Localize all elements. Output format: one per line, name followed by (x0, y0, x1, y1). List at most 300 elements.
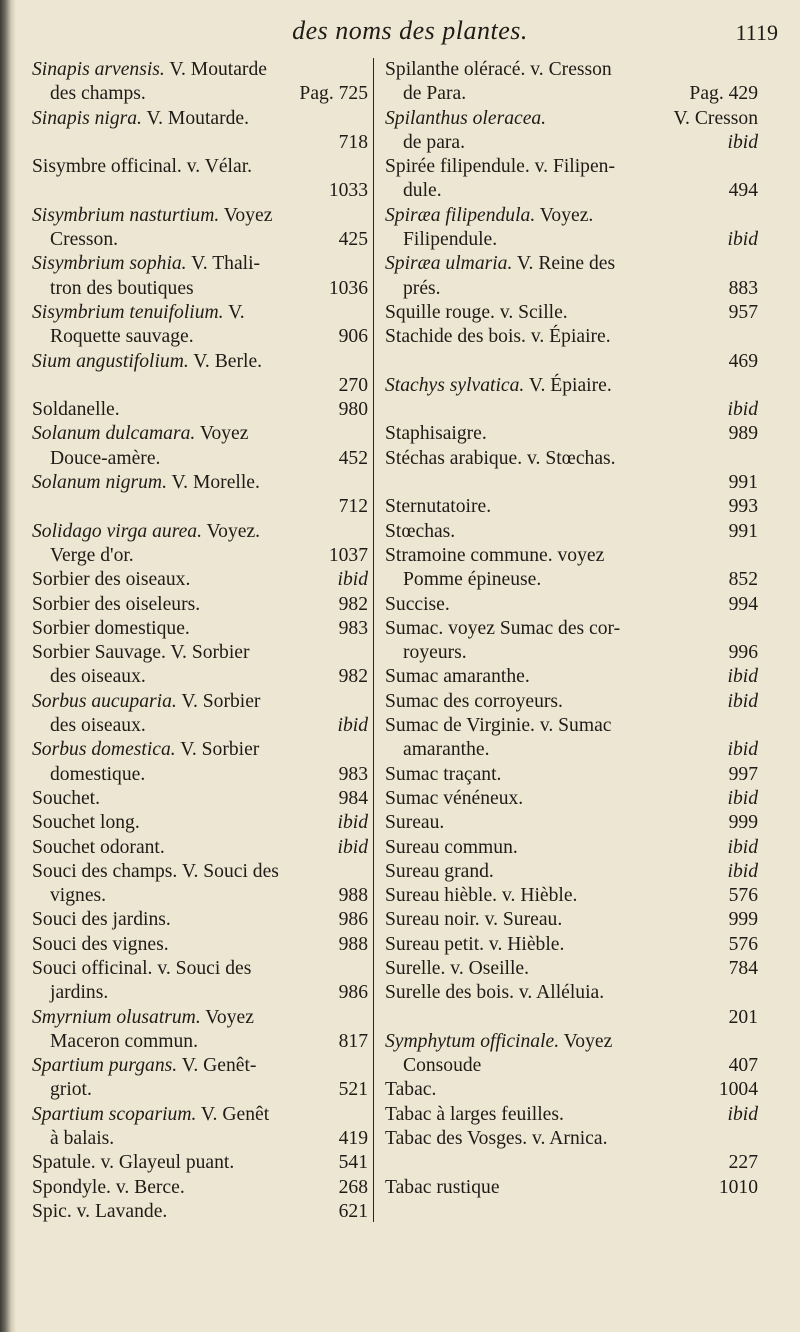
entry-continuation (385, 641, 758, 665)
entry-line (32, 1151, 368, 1175)
index-entry (32, 836, 368, 860)
entry-continuation (32, 325, 368, 349)
entry-continuation (32, 277, 368, 301)
index-entry (32, 1054, 368, 1103)
entry-page-ref: ibid (337, 569, 368, 591)
index-entry (32, 690, 368, 739)
entry-crossref: v. Hièble. (484, 933, 565, 955)
entry-continuation (385, 471, 758, 495)
entry-crossref: v. Filipen- (529, 156, 615, 178)
entry-line (385, 374, 758, 398)
entry-line (385, 811, 758, 835)
entry-line (32, 690, 368, 714)
entry-line (385, 252, 758, 276)
entry-term: vignes. (50, 885, 107, 907)
entry-term: Solanum dulcamara. (32, 423, 196, 445)
entry-line (32, 155, 368, 179)
index-entry (32, 301, 368, 350)
entry-crossref: v. Sureau. (479, 909, 563, 931)
entry-term: Stramoine commune. (385, 544, 553, 566)
entry-crossref: V. Épiaire. (524, 374, 612, 396)
index-entry (385, 447, 758, 496)
entry-page-ref: 270 (338, 374, 368, 396)
entry-page-ref: 983 (338, 617, 368, 639)
page-header (30, 16, 790, 50)
entry-term: Roquette sauvage. (50, 326, 194, 348)
entry-continuation (385, 131, 758, 155)
entry-term: Sumac de Virginie. (385, 715, 535, 737)
entry-term: Solanum nigrum. (32, 472, 167, 494)
entry-page-ref: ibid (727, 666, 758, 688)
entry-line (385, 107, 758, 131)
index-entry (385, 690, 758, 714)
entry-page-ref: 227 (728, 1152, 758, 1174)
entry-crossref: v. Oseille. (445, 957, 530, 979)
entry-crossref: v. Épiaire. (525, 326, 611, 348)
entry-crossref: v. Arnica. (527, 1128, 608, 1150)
entry-crossref: voyez Sumac des cor- (443, 617, 621, 639)
entry-line (32, 738, 368, 762)
entry-term: griot. (50, 1079, 92, 1101)
entry-page-ref: 988 (338, 885, 368, 907)
entry-term: Tabac à larges feuilles. (385, 1103, 564, 1125)
entry-line (32, 1103, 368, 1127)
entry-term: Surelle. (385, 957, 446, 979)
entry-line (32, 422, 368, 446)
entry-term: Smyrnium olusatrum. (32, 1006, 201, 1028)
entry-page-ref: 991 (728, 520, 758, 542)
index-entry (385, 957, 758, 981)
entry-term: Succise. (385, 593, 450, 615)
entry-term: Spiræa ulmaria. (385, 253, 513, 275)
entry-term: royeurs. (403, 642, 467, 664)
entry-line (385, 520, 758, 544)
entry-page-ref: 988 (338, 933, 368, 955)
entry-line (32, 1200, 368, 1224)
entry-page-ref: 1010 (718, 1176, 758, 1198)
entry-page-ref: 1004 (718, 1079, 758, 1101)
entry-page-ref: 452 (338, 447, 368, 469)
entry-term: Pomme épineuse. (403, 569, 542, 591)
index-entry (385, 1103, 758, 1127)
entry-term: Souci des vignes. (32, 933, 169, 955)
entry-line (385, 422, 758, 446)
index-entry (385, 1030, 758, 1079)
entry-continuation (32, 374, 368, 398)
index-entry (32, 1176, 368, 1200)
entry-page-ref: 991 (728, 472, 758, 494)
entry-continuation (32, 544, 368, 568)
entry-line (385, 957, 758, 981)
entry-continuation (32, 1030, 368, 1054)
entry-term: Stéchas arabique. (385, 447, 523, 469)
entry-line (385, 1127, 758, 1151)
entry-page-ref: 984 (338, 787, 368, 809)
entry-continuation (385, 1054, 758, 1078)
index-entry (32, 1200, 368, 1224)
entry-term: prés. (403, 277, 441, 299)
index-entry (385, 301, 758, 325)
entry-page-ref: 621 (338, 1200, 368, 1222)
entry-crossref: V. Morelle. (167, 472, 260, 494)
entry-page-ref: 425 (338, 229, 368, 251)
entry-line (32, 204, 368, 228)
entry-crossref: V. Sorbier (165, 642, 250, 664)
entry-term: Maceron commun. (50, 1030, 198, 1052)
entry-line (32, 1176, 368, 1200)
entry-page-ref: 982 (338, 593, 368, 615)
entry-crossref: V. Sorbier (175, 739, 260, 761)
entry-page-ref: ibid (727, 836, 758, 858)
index-entry (32, 58, 368, 107)
entry-continuation (32, 447, 368, 471)
entry-term: Sureau hièble. (385, 885, 498, 907)
entry-term: Sorbier domestique. (32, 617, 190, 639)
entry-page-ref: 980 (338, 399, 368, 421)
entry-line (385, 155, 758, 179)
entry-line (32, 908, 368, 932)
entry-term: jardins. (50, 982, 109, 1004)
index-entry (385, 1127, 758, 1176)
entry-term: Sorbier Sauvage. (32, 642, 166, 664)
entry-line (32, 471, 368, 495)
index-entry (385, 933, 758, 957)
index-entry (32, 1151, 368, 1175)
entry-crossref: v. Berce. (110, 1176, 185, 1198)
entry-page-ref: 201 (728, 1006, 758, 1028)
entry-crossref: V. Berle. (188, 350, 263, 372)
index-entry (385, 617, 758, 666)
index-entry (385, 325, 758, 374)
entry-page-ref: 883 (728, 277, 758, 299)
entry-term: Sorbus domestica. (32, 739, 176, 761)
entry-term: domestique. (50, 763, 146, 785)
entry-term: Sorbier des oiseleurs. (32, 593, 201, 615)
entry-page-ref: 817 (338, 1030, 368, 1052)
entry-line (32, 398, 368, 422)
entry-line (32, 568, 368, 592)
entry-page-ref: 1037 (328, 544, 368, 566)
entry-term: Souchet odorant. (32, 836, 165, 858)
index-entry (32, 593, 368, 617)
entry-term: Douce-amère. (50, 447, 161, 469)
entry-crossref: v. Stœchas. (522, 447, 616, 469)
index-entry (32, 568, 368, 592)
entry-crossref: V. Moutarde. (141, 107, 250, 129)
entry-crossref: V. Genêt (196, 1103, 270, 1125)
entry-line (385, 447, 758, 471)
entry-term: Sumac amaranthe. (385, 666, 530, 688)
column-divider (373, 58, 374, 1222)
entry-term: Sureau grand. (385, 860, 494, 882)
index-entry (385, 1078, 758, 1102)
entry-term: Soldanelle. (32, 399, 120, 421)
entry-page-ref: 906 (338, 326, 368, 348)
index-entry (385, 422, 758, 446)
index-entry (385, 1176, 758, 1200)
entry-line (32, 252, 368, 276)
entry-page-ref: ibid (727, 690, 758, 712)
entry-continuation (385, 179, 758, 203)
index-entry (385, 204, 758, 253)
entry-line (32, 860, 368, 884)
index-entry (385, 495, 758, 519)
entry-term: Surelle des bois. (385, 982, 514, 1004)
entry-page-ref: 996 (728, 642, 758, 664)
entry-page-ref: ibid (337, 715, 368, 737)
entry-page-ref: 718 (338, 131, 368, 153)
entry-page-ref: 999 (728, 812, 758, 834)
entry-term: dule. (403, 180, 442, 202)
entry-line (385, 1176, 758, 1200)
entry-term: Sureau. (385, 812, 445, 834)
entry-crossref: V. (223, 301, 245, 323)
entry-term: Sisymbrium nasturtium. (32, 204, 220, 226)
entry-continuation (32, 228, 368, 252)
entry-crossref: v. Alléluia. (513, 982, 605, 1004)
entry-page-ref: 983 (338, 763, 368, 785)
entry-page-ref: Pag. 725 (299, 83, 368, 105)
entry-term: Sisymbre officinal. (32, 156, 182, 178)
entry-crossref: v. Lavande. (71, 1200, 168, 1222)
index-entry (32, 471, 368, 520)
entry-term: Tabac des Vosges. (385, 1128, 528, 1150)
index-column-left (32, 58, 368, 1224)
entry-crossref: V. Reine des (512, 253, 616, 275)
entry-term: Stachide des bois. (385, 326, 526, 348)
entry-line (385, 617, 758, 641)
entry-page-ref: 989 (728, 423, 758, 445)
index-entry (32, 398, 368, 422)
entry-term: Spilanthe oléracé. (385, 59, 526, 80)
entry-line (32, 58, 368, 82)
entry-term: Sorbus aucuparia. (32, 690, 177, 712)
entry-line (385, 836, 758, 860)
entry-continuation (32, 981, 368, 1005)
entry-term: Spiræa filipendula. (385, 204, 536, 226)
index-entry (32, 738, 368, 787)
entry-term: Sumac vénéneux. (385, 787, 524, 809)
entry-crossref: voyez (552, 544, 605, 566)
entry-crossref: v. Scille. (494, 301, 568, 323)
entry-crossref: Voyez (559, 1030, 613, 1052)
entry-line (32, 933, 368, 957)
entry-line (385, 495, 758, 519)
entry-crossref: Voyez (200, 1006, 254, 1028)
entry-term: Souchet long. (32, 812, 140, 834)
entry-term: Squille rouge. (385, 301, 495, 323)
entry-term: Sisymbrium sophia. (32, 253, 187, 275)
entry-line (385, 860, 758, 884)
index-entry (385, 787, 758, 811)
running-title: des noms des plantes. (292, 16, 528, 45)
entry-line (32, 1054, 368, 1078)
entry-continuation (385, 1151, 758, 1175)
entry-line (385, 1078, 758, 1102)
entry-page-ref: 576 (728, 885, 758, 907)
entry-continuation (32, 1078, 368, 1102)
entry-crossref: Voyez (195, 423, 249, 445)
entry-line (385, 593, 758, 617)
entry-term: Souci des jardins. (32, 909, 171, 931)
entry-page-ref: 999 (728, 909, 758, 931)
index-entry (385, 374, 758, 423)
entry-term: Souci officinal. (32, 957, 153, 979)
entry-page-ref: 494 (728, 180, 758, 202)
entry-line (385, 908, 758, 932)
entry-continuation (385, 277, 758, 301)
entry-term: Souchet. (32, 787, 101, 809)
entry-term: Sium angustifolium. (32, 350, 189, 372)
index-entry (385, 107, 758, 156)
entry-line (385, 690, 758, 714)
entry-crossref: v. Cresson (525, 59, 612, 80)
entry-continuation (32, 884, 368, 908)
entry-page-ref: ibid (727, 787, 758, 809)
entry-line (32, 107, 368, 131)
index-entry (32, 1103, 368, 1152)
entry-term: Spilanthus oleracea. (385, 107, 547, 129)
entry-term: amaranthe. (403, 739, 490, 761)
entry-line (385, 1103, 758, 1127)
entry-line (32, 520, 368, 544)
entry-line (385, 981, 758, 1005)
page-edge (0, 0, 16, 1332)
index-entry (32, 1006, 368, 1055)
entry-page-ref: 419 (338, 1128, 368, 1150)
entry-page-ref: 521 (338, 1079, 368, 1101)
entry-term: des oiseaux. (50, 715, 146, 737)
entry-line (385, 884, 758, 908)
entry-term: Spartium purgans. (32, 1055, 178, 1077)
entry-term: Solidago virga aurea. (32, 520, 202, 542)
index-entry (32, 617, 368, 641)
entry-continuation (385, 228, 758, 252)
entry-term: Sternutatoire. (385, 496, 492, 518)
entry-term: Souci des champs. (32, 860, 178, 882)
index-entry (385, 884, 758, 908)
index-entry (32, 811, 368, 835)
entry-term: de Para. (403, 83, 467, 105)
entry-page-ref: 957 (728, 301, 758, 323)
entry-continuation (32, 131, 368, 155)
entry-line (32, 1006, 368, 1030)
entry-line (385, 58, 758, 82)
entry-page-ref: 407 (728, 1055, 758, 1077)
index-entry (32, 520, 368, 569)
entry-crossref: v. Souci des (152, 957, 252, 979)
entry-term: Spatule. (32, 1152, 96, 1174)
entry-term: Cresson. (50, 229, 119, 251)
entry-continuation (32, 495, 368, 519)
index-entry (32, 641, 368, 690)
entry-page-ref: 784 (728, 957, 758, 979)
entry-crossref: Voyez (219, 204, 273, 226)
index-entry (32, 933, 368, 957)
entry-page-ref: 469 (728, 350, 758, 372)
entry-term: Stœchas. (385, 520, 456, 542)
entry-line (32, 957, 368, 981)
index-entry (385, 860, 758, 884)
index-entry (385, 981, 758, 1030)
index-entry (32, 908, 368, 932)
entry-page-ref: 1036 (328, 277, 368, 299)
entry-term: Sinapis arvensis. (32, 59, 165, 80)
entry-term: Sorbier des oiseaux. (32, 569, 191, 591)
entry-page-ref: ibid (337, 836, 368, 858)
entry-page-ref: 986 (338, 909, 368, 931)
entry-page-ref: 993 (728, 496, 758, 518)
index-entry (32, 350, 368, 399)
entry-crossref: V. Thali- (186, 253, 261, 275)
entry-page-ref: V. Cresson (673, 107, 758, 129)
entry-term: Symphytum officinale. (385, 1030, 560, 1052)
entry-term: Tabac. (385, 1079, 437, 1101)
index-entry (385, 520, 758, 544)
entry-term: Sureau commun. (385, 836, 518, 858)
entry-term: Sureau noir. (385, 909, 480, 931)
entry-crossref: V. Genêt- (177, 1055, 257, 1077)
entry-page-ref: 541 (338, 1152, 368, 1174)
entry-crossref: v. Glayeul puant. (95, 1152, 235, 1174)
entry-crossref: V. Souci des (177, 860, 279, 882)
entry-line (32, 811, 368, 835)
entry-page-ref: 1033 (328, 180, 368, 202)
entry-page-ref: Pag. 429 (689, 83, 758, 105)
entry-continuation (385, 568, 758, 592)
entry-term: Spirée filipendule. (385, 156, 530, 178)
entry-page-ref: ibid (727, 739, 758, 761)
entry-crossref: Voyez. (535, 204, 594, 226)
index-entry (385, 665, 758, 689)
entry-continuation (32, 763, 368, 787)
entry-crossref: v. Vélar. (181, 156, 253, 178)
index-entry (385, 811, 758, 835)
entry-term: à balais. (50, 1128, 115, 1150)
index-entry (32, 107, 368, 156)
entry-term: tron des boutiques (50, 277, 194, 299)
index-entry (385, 155, 758, 204)
entry-continuation (385, 82, 758, 106)
entry-term: des oiseaux. (50, 666, 146, 688)
index-entry (385, 714, 758, 763)
entry-term: Tabac rustique (385, 1176, 500, 1198)
entry-crossref: v. Sumac (534, 715, 612, 737)
entry-page-ref: ibid (337, 812, 368, 834)
entry-page-ref: 268 (338, 1176, 368, 1198)
entry-line (32, 836, 368, 860)
entry-line (385, 544, 758, 568)
entry-continuation (32, 179, 368, 203)
entry-line (385, 933, 758, 957)
index-entry (385, 593, 758, 617)
entry-term: Spic. (32, 1200, 72, 1222)
index-entry (385, 836, 758, 860)
entry-line (32, 787, 368, 811)
index-entry (32, 204, 368, 253)
entry-page-ref: 576 (728, 933, 758, 955)
entry-line (385, 714, 758, 738)
entry-page-ref: ibid (727, 131, 758, 153)
entry-term: Stachys sylvatica. (385, 374, 525, 396)
index-entry (32, 252, 368, 301)
entry-term: Filipendule. (403, 229, 498, 251)
entry-line (385, 787, 758, 811)
index-entry (385, 763, 758, 787)
entry-page-ref: ibid (727, 399, 758, 421)
entry-crossref: Voyez. (201, 520, 261, 542)
entry-page-ref: ibid (727, 1103, 758, 1125)
